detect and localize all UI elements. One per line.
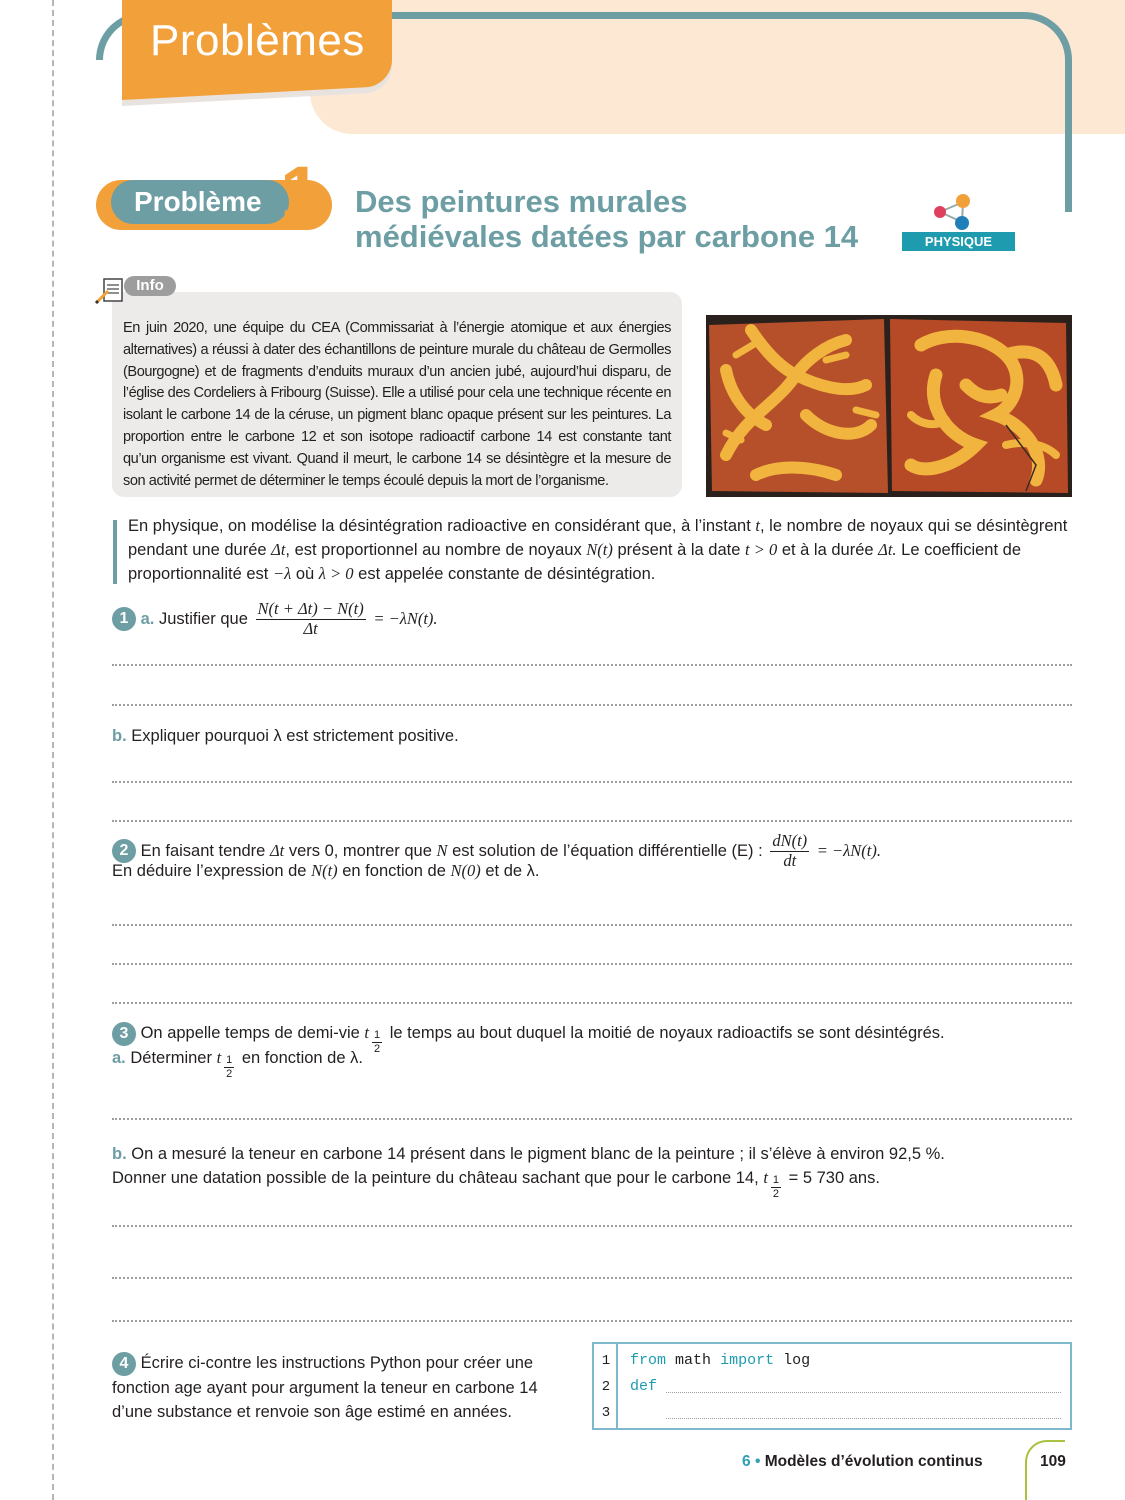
q1-b-letter: b. xyxy=(112,727,127,745)
question-4 xyxy=(112,1351,574,1424)
code-line-number: 1 xyxy=(601,1353,611,1369)
answer-line[interactable] xyxy=(112,1320,1072,1322)
intro-text-6: Le coefficient de proportionnalité est xyxy=(128,541,1022,583)
q2-text-4: En déduire l’expression de xyxy=(112,861,307,880)
q1-a-letter: a. xyxy=(140,609,155,628)
answer-line[interactable] xyxy=(112,1002,1072,1004)
question-2 xyxy=(112,832,1072,883)
q1-fraction-num: N(t + Δt) − N(t) xyxy=(257,599,364,618)
q2-text-3: est solution de l’équation différentielle (E) : xyxy=(452,841,763,860)
problem-title-line2: médiévales datées par carbone 14 xyxy=(355,219,859,254)
code-keyword-def: def xyxy=(630,1378,658,1395)
q3-b-text-1: On a mesuré la teneur en carbone 14 présent dans le pigment blanc de la peinture ; il s’élève à environ 92,5 %. xyxy=(131,1145,945,1163)
question-3a xyxy=(112,1046,363,1081)
answer-line[interactable] xyxy=(112,963,1072,965)
q4-text: Écrire ci-contre les instructions Python pour créer une fonction age ayant pour argument la teneur en carbone 14 d’une substance et renvoie son âge estimé en années. xyxy=(112,1354,538,1421)
q1-fraction xyxy=(256,600,366,639)
q2-fraction xyxy=(770,832,809,871)
answer-line[interactable] xyxy=(112,664,1072,666)
footer-separator: • xyxy=(754,1453,761,1470)
q2-var-N: N xyxy=(436,840,448,860)
intro-text-3: , est proportionnel au nombre de noyaux xyxy=(285,541,582,559)
q2-var-N0: N(0) xyxy=(450,860,481,880)
q3-b-var-t: t xyxy=(763,1168,768,1187)
q3-a-half-num: 1 xyxy=(226,1054,233,1067)
subject-badge: PHYSIQUE CHIMIE xyxy=(902,232,1015,251)
info-tag: Info xyxy=(124,276,176,296)
q2-text-6: et de λ. xyxy=(485,861,540,880)
q3-b-letter: b. xyxy=(112,1145,127,1163)
q3-text-2: le temps au bout duquel la moitié de noyaux radioactifs se sont désintégrés. xyxy=(389,1024,945,1042)
q1-fraction-den: Δt xyxy=(303,618,318,638)
intro-minus-lambda: −λ xyxy=(272,564,292,583)
q2-rhs: = −λN(t). xyxy=(816,840,881,860)
code-line-number: 2 xyxy=(601,1379,611,1395)
answer-line[interactable] xyxy=(112,924,1072,926)
q1-b-text: Expliquer pourquoi λ est strictement positive. xyxy=(131,727,459,745)
problem-title xyxy=(355,184,915,254)
code-module: math xyxy=(675,1352,712,1369)
intro-var-dt2: Δt. xyxy=(878,540,897,559)
margin-dashed-line xyxy=(52,0,54,1500)
q3-half-num: 1 xyxy=(373,1029,381,1042)
question-1b xyxy=(112,724,459,748)
question-1a xyxy=(112,600,438,639)
answer-line[interactable] xyxy=(112,820,1072,822)
intro-var-t: t xyxy=(755,516,760,535)
q2-var-Nt: N(t) xyxy=(311,860,338,880)
intro-text-8: est appelée constante de désintégration. xyxy=(358,565,656,583)
problem-title-line1: Des peintures murales xyxy=(355,184,688,219)
question-number-1: 1 xyxy=(112,607,136,631)
code-keyword-from: from xyxy=(630,1352,667,1369)
question-3b xyxy=(112,1142,1072,1201)
q2-text-5: en fonction de xyxy=(342,861,446,880)
page-section-title: Problèmes xyxy=(150,16,365,65)
intro-var-Nt: N(t) xyxy=(586,540,613,559)
q3-var-t: t xyxy=(364,1023,369,1042)
intro-cond-t: t > 0 xyxy=(745,540,778,559)
code-line-number: 3 xyxy=(601,1405,611,1421)
intro-text-4: présent à la date xyxy=(617,541,741,559)
q2-fraction-num: dN(t) xyxy=(772,831,808,850)
intro-text-7: où xyxy=(295,565,315,583)
q3-text-1: On appelle temps de demi-vie xyxy=(140,1024,360,1042)
intro-paragraph xyxy=(128,514,1073,586)
answer-line[interactable] xyxy=(112,1118,1072,1120)
code-line-1 xyxy=(630,1352,810,1369)
q3-half-den: 2 xyxy=(373,1043,381,1055)
q3-b-half-num: 1 xyxy=(772,1174,780,1187)
answer-line[interactable] xyxy=(112,704,1072,706)
q3-a-text-2: en fonction de λ. xyxy=(241,1049,363,1067)
q2-var-dt: Δt xyxy=(269,840,285,860)
intro-text-1: En physique, on modélise la désintégration radioactive en considérant que, à l’instant xyxy=(128,517,751,535)
code-import-name: log xyxy=(783,1352,811,1369)
footer-chapter xyxy=(742,1453,983,1471)
molecule-icon xyxy=(930,192,976,232)
page-number: 109 xyxy=(1040,1453,1066,1470)
intro-text-5: et à la durée xyxy=(781,541,874,559)
intro-accent-bar xyxy=(113,520,117,584)
fresco-tiles-image xyxy=(706,315,1072,497)
q2-text-1: En faisant tendre xyxy=(140,841,266,860)
intro-var-dt: Δt xyxy=(271,540,286,559)
question-number-3: 3 xyxy=(112,1022,136,1046)
footer-chapter-number: 6 xyxy=(742,1453,751,1470)
q2-text-2: vers 0, montrer que xyxy=(288,841,432,860)
code-keyword-import: import xyxy=(720,1352,775,1369)
q3-a-half-fraction xyxy=(224,1054,234,1080)
problem-label: Problème xyxy=(134,186,262,217)
q3-b-text-3: = 5 730 ans. xyxy=(788,1169,880,1187)
intro-text-2: , le nombre de noyaux qui se désintègrent pendant une durée xyxy=(128,517,1068,559)
answer-line[interactable] xyxy=(112,781,1072,783)
question-number-2: 2 xyxy=(112,839,136,863)
q3-b-text-2: Donner une datation possible de la peinture du château sachant que pour le carbone 14, xyxy=(112,1169,759,1187)
footer-chapter-title: Modèles d’évolution continus xyxy=(764,1453,983,1470)
q3-a-letter: a. xyxy=(112,1049,126,1067)
info-text: En juin 2020, une équipe du CEA (Commissariat à l’énergie atomique et aux énergies alternatives) a réussi à dater des échantillons de peinture murale du château de Germolles (Bourgogne) et de fragments d’enduits muraux d’un ancien jubé, aujourd’hui disparu, de l’église des Cordeliers à Fribourg (Suisse). Elle a utilisé pour cela une technique récente en isolant le carbone 14 de la céruse, un pigment blanc opaque présent sur les peintures. La proportion entre le carbone 12 et son isotope radioactif carbone 14 est constante tant qu’un organisme est vivant. Quand il meurt, le carbone 14 se désintègre et la mesure de son activité permet de déterminer le temps écoulé depuis la mort de l’organisme. xyxy=(123,320,671,489)
q2-fraction-den: dt xyxy=(783,850,797,870)
problem-number: 1 xyxy=(280,151,322,234)
code-answer-line[interactable] xyxy=(666,1392,1061,1393)
q3-b-half-den: 2 xyxy=(772,1188,780,1200)
intro-lambda-pos: λ > 0 xyxy=(318,564,354,583)
document-pencil-icon xyxy=(94,276,128,306)
question-number-4: 4 xyxy=(112,1352,136,1376)
q3-b-half-fraction xyxy=(771,1174,781,1200)
q3-half-fraction xyxy=(372,1029,382,1055)
code-answer-line[interactable] xyxy=(666,1418,1061,1419)
q3-a-text-1: Déterminer xyxy=(130,1049,212,1067)
q3-a-var-t: t xyxy=(216,1048,222,1067)
q3-a-half-den: 2 xyxy=(226,1068,233,1080)
answer-line[interactable] xyxy=(112,1225,1072,1227)
q1-rhs: = −λN(t). xyxy=(373,608,438,628)
answer-line[interactable] xyxy=(112,1277,1072,1279)
q1-a-text: Justifier que xyxy=(158,609,248,628)
